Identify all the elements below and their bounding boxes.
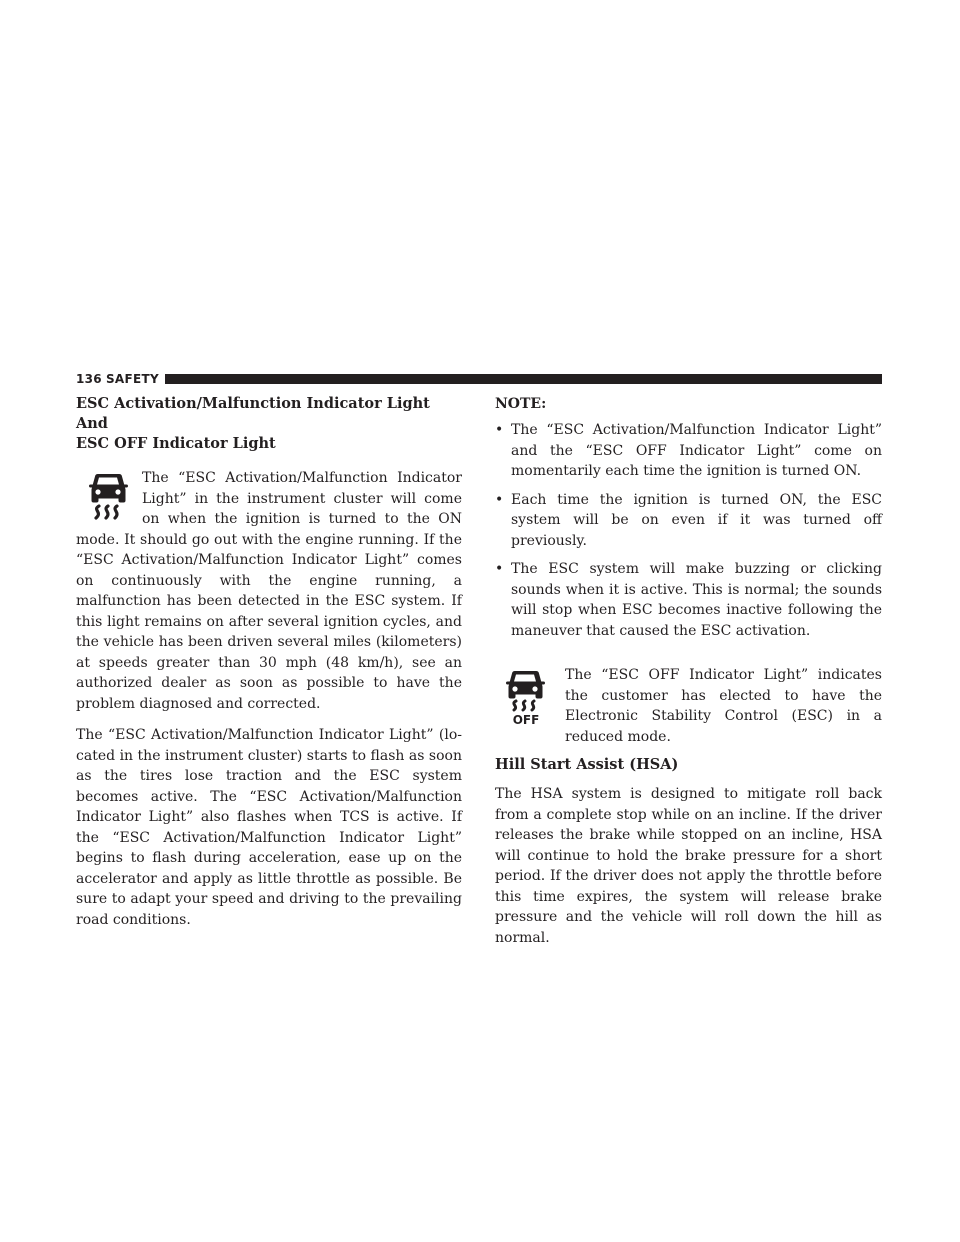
note-list bbox=[495, 420, 882, 641]
hsa-heading: Hill Start Assist (HSA) bbox=[495, 756, 679, 773]
esc-indicator-block bbox=[76, 468, 462, 714]
header-rule bbox=[165, 374, 882, 384]
esc-para-2: The “ESC Activation/Malfunction Indicator Light” (located in the instrument cluster) starts to flash as soon as the tires lose traction and the ESC system becomes active. The “ESC Activation/Malfunction Indicator Light” also flashes when TCS is active. If the “ESC Activation/Malfunction Indicator Light” begins to flash during acceleration, ease up on the accelerator and apply as little throttle as possible. Be sure to adapt your speed and driving to the prevailing road conditions. bbox=[76, 727, 462, 928]
esc-off-para: The “ESC OFF Indicator Light” indicates the customer has elected to have the Electronic Stability Control (ESC) in a reduced mode. bbox=[565, 667, 882, 745]
page-number: 136 bbox=[76, 372, 102, 386]
hsa-para: The HSA system is designed to mitigate roll back from a complete stop while on an incline. If the driver releases the brake while stopped on an incline, HSA will continue to hold the brake pressure for a short period. If the driver does not apply the throttle before this time expires, the system will release brake pressure and the vehicle will roll down the hill as normal. bbox=[495, 786, 882, 946]
page-number-label bbox=[76, 372, 159, 386]
note-bullet-2: • Each time the ignition is turned ON, the ESC system will be on even if it was turned off previously. bbox=[495, 490, 882, 552]
esc-activation-indicator-icon bbox=[88, 470, 130, 526]
note-label: NOTE: bbox=[495, 396, 547, 412]
section-name: SAFETY bbox=[105, 372, 159, 386]
esc-off-icon-text: OFF bbox=[512, 713, 540, 727]
esc-heading bbox=[76, 394, 462, 454]
esc-para-1: The “ESC Activation/Malfunction Indicator Light” in the instrument cluster will come on when the ignition is turned to the ON mode. It should go out with the engine running. If the “ESC Activation/Malfunction Indicator Light” comes on continuously with the engine running, a malfunction has been detected in the ESC system. If this light remains on after several ignition cycles, and the vehicle has been driven several miles (kilometers) at speeds greater than 30 mph (48 km/h), see an authorized dealer as soon as possible to have the problem diagnosed and corrected. bbox=[76, 470, 462, 712]
note-bullet-1: • The “ESC Activation/Malfunction Indicator Light” and the “ESC OFF Indicator Light” come on momentarily each time the ignition is turned ON. bbox=[495, 420, 882, 482]
right-column bbox=[495, 394, 882, 948]
esc-off-indicator-icon bbox=[505, 667, 547, 727]
esc-off-block bbox=[495, 665, 882, 747]
note-bullet-3: • The ESC system will make buzzing or clicking sounds when it is active. This is normal; the sounds will stop when ESC becomes inactive following the maneuver that caused the ESC activation. bbox=[495, 559, 882, 641]
left-column bbox=[76, 394, 462, 930]
esc-heading-line2: ESC OFF Indicator Light bbox=[76, 435, 276, 452]
esc-heading-line1: ESC Activation/Malfunction Indicator Light And bbox=[76, 395, 430, 432]
page-header bbox=[76, 369, 882, 389]
